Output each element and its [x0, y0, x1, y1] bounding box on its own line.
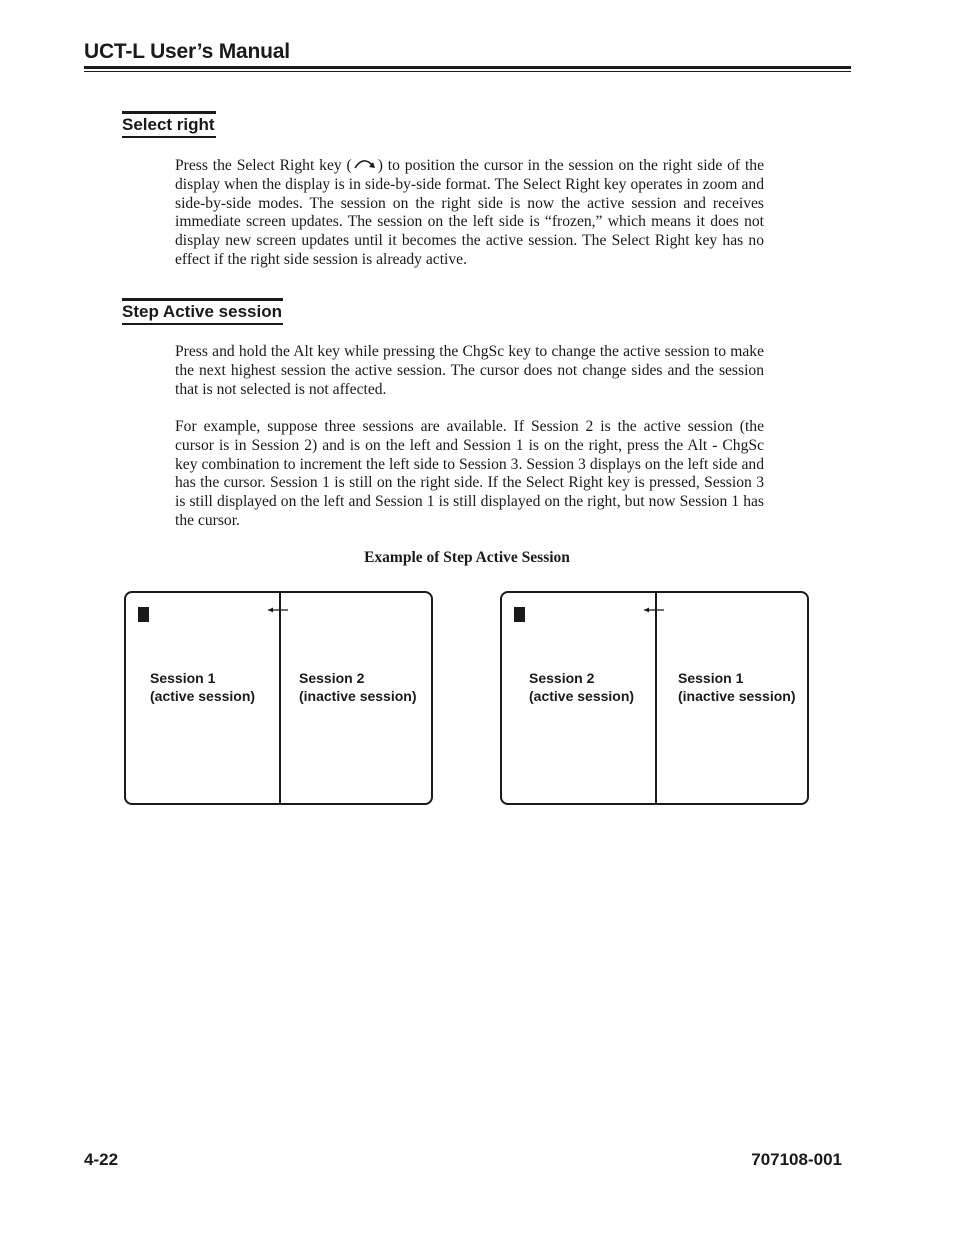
session-name: Session 2: [299, 670, 365, 686]
section-heading-step-active-session: Step Active session: [122, 298, 283, 325]
cursor-block: [138, 607, 149, 622]
session-status: (inactive session): [299, 688, 417, 704]
document-number: 707108-001: [751, 1150, 842, 1169]
step-active-paragraph-2: For example, suppose three sessions are available. If Session 2 is the active session (the cursor is in Session 2) and is on the left and Session 1 is on the right, press the Alt - ChgSc key combination to increment the left side to Session 3. Session 3 displays on the left side and has the cursor. Session 1 is still on the right side. If the Select Right key is pressed, Session 3 is still displayed on the left and Session 1 is still displayed on the right, but now Session 1 has the cursor.: [175, 418, 764, 529]
paragraph-text-before-key: Press the Select Right key (: [175, 157, 352, 174]
select-right-key-icon: [352, 157, 378, 171]
left-arrow-icon: [642, 604, 666, 616]
left-arrow-icon: [266, 604, 290, 616]
section-heading-select-right: Select right: [122, 111, 216, 138]
step-active-paragraph-1: Press and hold the Alt key while pressing the ChgSc key to change the active session to make the next highest session the active session. The cursor does not change sides and the session that is not selected is not affected.: [175, 343, 764, 398]
session-status: (active session): [150, 688, 256, 704]
screen-divider: [279, 593, 281, 803]
session-status: (inactive session): [678, 688, 796, 704]
screen-diagram-after: [500, 591, 809, 805]
left-session-label: [150, 669, 255, 705]
paragraph-text-after-key: ) to position the cursor in the session on the right side of the display when the display is in side-by-side format. The Select Right key operates in zoom and side-by-side modes. The session on the right side is now the active session and receives immediate screen updates. The session on the left side is “frozen,” which means it does not display new screen updates until it becomes the active session. The Select Right key has no effect if the right side session is already active.: [175, 157, 765, 268]
cursor-block: [514, 607, 525, 622]
select-right-paragraph: [175, 157, 764, 270]
screen-diagram-before: [124, 591, 433, 805]
right-session-label: [678, 669, 796, 705]
figure-caption: Example of Step Active Session: [364, 549, 570, 566]
manual-title: UCT-L User’s Manual: [84, 40, 290, 63]
left-session-label: [529, 669, 634, 705]
header-rule-thin: [84, 71, 851, 72]
screen-divider: [655, 593, 657, 803]
session-name: Session 1: [150, 670, 216, 686]
session-name: Session 1: [678, 670, 744, 686]
right-session-label: [299, 669, 417, 705]
session-status: (active session): [529, 688, 635, 704]
header-rule-thick: [84, 66, 851, 69]
page-number: 4-22: [84, 1150, 119, 1169]
session-name: Session 2: [529, 670, 595, 686]
